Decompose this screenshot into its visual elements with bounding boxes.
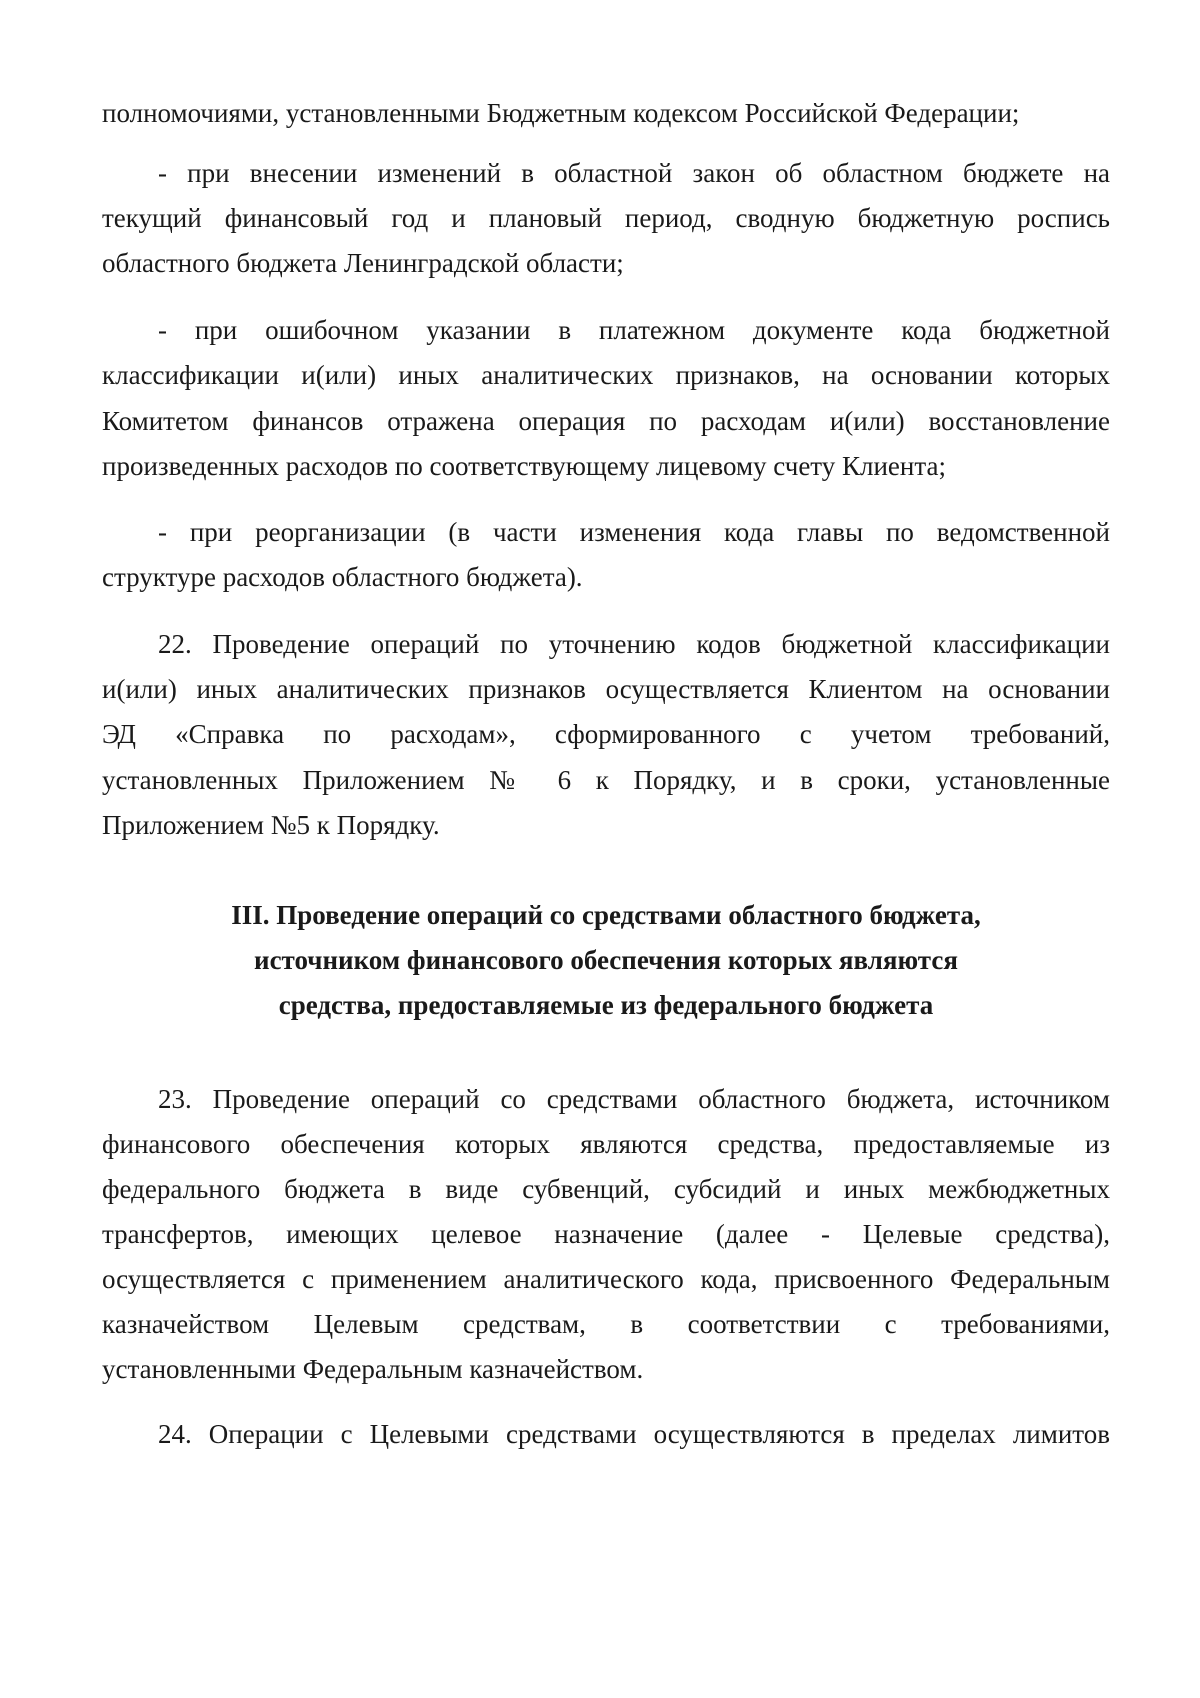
text-line: - при ошибочном указании в платежном документе кода бюджетной: [158, 315, 1110, 345]
text-line: осуществляется с применением аналитического кода, присвоенного Федеральным: [102, 1264, 1110, 1294]
text-line: 24. Операции с Целевыми средствами осуществляются в пределах лимитов: [158, 1419, 1110, 1449]
text-line: федерального бюджета в виде субвенций, субсидий и иных межбюджетных: [102, 1174, 1110, 1204]
text-line: ЭД «Справка по расходам», сформированного с учетом требований,: [102, 719, 1110, 749]
text-line: - при реорганизации (в части изменения кода главы по ведомственной: [158, 517, 1110, 547]
text-line: текущий финансовый год и плановый период, сводную бюджетную роспись: [102, 203, 1110, 233]
section-heading: средства, предоставляемые из федерального бюджета: [278, 990, 934, 1020]
text-line: структуре расходов областного бюджета).: [102, 562, 583, 592]
text-line: финансового обеспечения которых являются средства, предоставляемые из: [102, 1129, 1110, 1159]
text-line: установленных Приложением № 6 к Порядку, и в сроки, установленные: [102, 765, 1110, 795]
text-line: - при внесении изменений в областной закон об областном бюджете на: [158, 158, 1110, 188]
text-line: областного бюджета Ленинградской области;: [102, 248, 624, 278]
text-line: классификации и(или) иных аналитических признаков, на основании которых: [102, 360, 1110, 390]
text-line: 22. Проведение операций по уточнению кодов бюджетной классификации: [158, 629, 1110, 659]
section-heading: III. Проведение операций со средствами областного бюджета,: [231, 900, 981, 930]
text-line: установленными Федеральным казначейством.: [102, 1354, 644, 1384]
section-heading: источником финансового обеспечения которых являются: [254, 945, 958, 975]
text-line: 23. Проведение операций со средствами областного бюджета, источником: [158, 1084, 1110, 1114]
text-line: и(или) иных аналитических признаков осуществляется Клиентом на основании: [102, 674, 1110, 704]
text-line: Комитетом финансов отражена операция по расходам и(или) восстановление: [102, 406, 1110, 436]
text-line: казначейством Целевым средствам, в соответствии с требованиями,: [102, 1309, 1110, 1339]
text-line: полномочиями, установленными Бюджетным кодексом Российской Федерации;: [102, 98, 1020, 128]
text-line: трансфертов, имеющих целевое назначение (далее - Целевые средства),: [102, 1219, 1110, 1249]
text-line: произведенных расходов по соответствующему лицевому счету Клиента;: [102, 451, 946, 481]
text-line: Приложением №5 к Порядку.: [102, 810, 440, 840]
